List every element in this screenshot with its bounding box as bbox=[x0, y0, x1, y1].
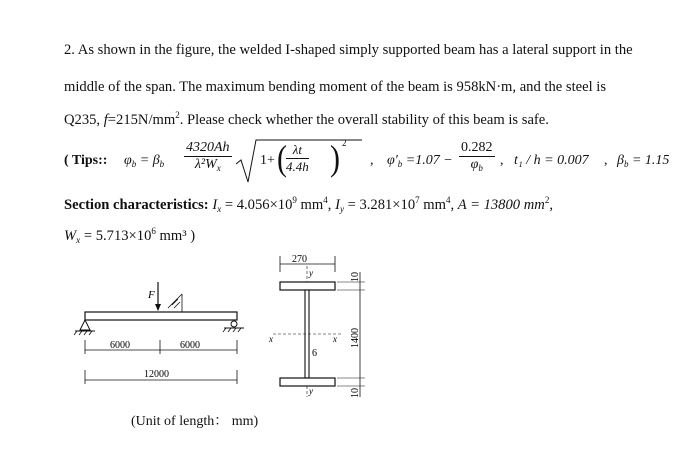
i-section-figure bbox=[265, 252, 385, 402]
phi-b-symbol: $\varphi_b = \beta_b$ bbox=[124, 153, 165, 169]
left-paren: ( bbox=[277, 138, 287, 179]
beam bbox=[85, 312, 237, 320]
svg-text:y: y bbox=[309, 386, 313, 396]
top-flange bbox=[280, 282, 335, 290]
problem-line-1: 2. As shown in the figure, the welded I-shaped simply supported beam has a lateral support in the bbox=[64, 42, 633, 58]
tips-label: ( Tips:: bbox=[64, 153, 108, 168]
section-wx: $W_x = 5.713\times 10^6$ mm³ ) bbox=[64, 226, 196, 245]
svg-text:x: x bbox=[333, 334, 337, 344]
phi-prime: $\varphi'_b =1.07$ − bbox=[387, 153, 453, 169]
section-characteristics: Section characteristics: $I_x = 4.056\times 10^9$ $mm^4$, $I_y = 3.281\times 10^7$ $mm^4$, A = 13800 $mm^2$, bbox=[64, 195, 553, 214]
dim-left: 6000 bbox=[110, 340, 130, 351]
flange-t-top: 10 bbox=[350, 272, 361, 282]
stability-fraction: $\frac{4320Ah}{\lambda^2W_x}$ bbox=[186, 140, 230, 173]
web-height-label: 1400 bbox=[350, 328, 361, 348]
beta-b: $\beta_b = 1.15$ bbox=[617, 153, 670, 169]
problem-line-2: middle of the span. The maximum bending moment of the beam is 958kN·m, and the steel is bbox=[64, 79, 607, 95]
svg-text:y: y bbox=[309, 268, 313, 278]
figure-caption: (Unit of length： mm) bbox=[131, 414, 259, 429]
bottom-flange bbox=[280, 378, 335, 386]
t1-over-h: t₁ / h = 0.007 bbox=[514, 153, 589, 168]
force-label: F bbox=[148, 289, 155, 301]
web-thickness: 6 bbox=[312, 348, 317, 359]
beam-figure bbox=[60, 250, 300, 420]
one-plus: 1+ bbox=[260, 153, 275, 168]
second-fraction: $\frac{0.282}{\varphi_b}$ bbox=[461, 140, 493, 173]
svg-text:x: x bbox=[269, 334, 273, 344]
flange-width-label: 270 bbox=[292, 254, 307, 265]
left-support bbox=[80, 320, 90, 330]
flange-t-bottom: 10 bbox=[350, 388, 361, 398]
problem-line-3: Q235, $f=215N/mm^2$. Please check whether the overall stability of this beam is safe. bbox=[64, 110, 549, 128]
right-support bbox=[231, 321, 237, 327]
dim-right: 6000 bbox=[180, 340, 200, 351]
right-paren: ) bbox=[330, 138, 340, 179]
sqrt-inner-fraction: $\frac{\lambda t}{4.4h}$ bbox=[286, 142, 309, 174]
dim-total: 12000 bbox=[144, 369, 169, 380]
